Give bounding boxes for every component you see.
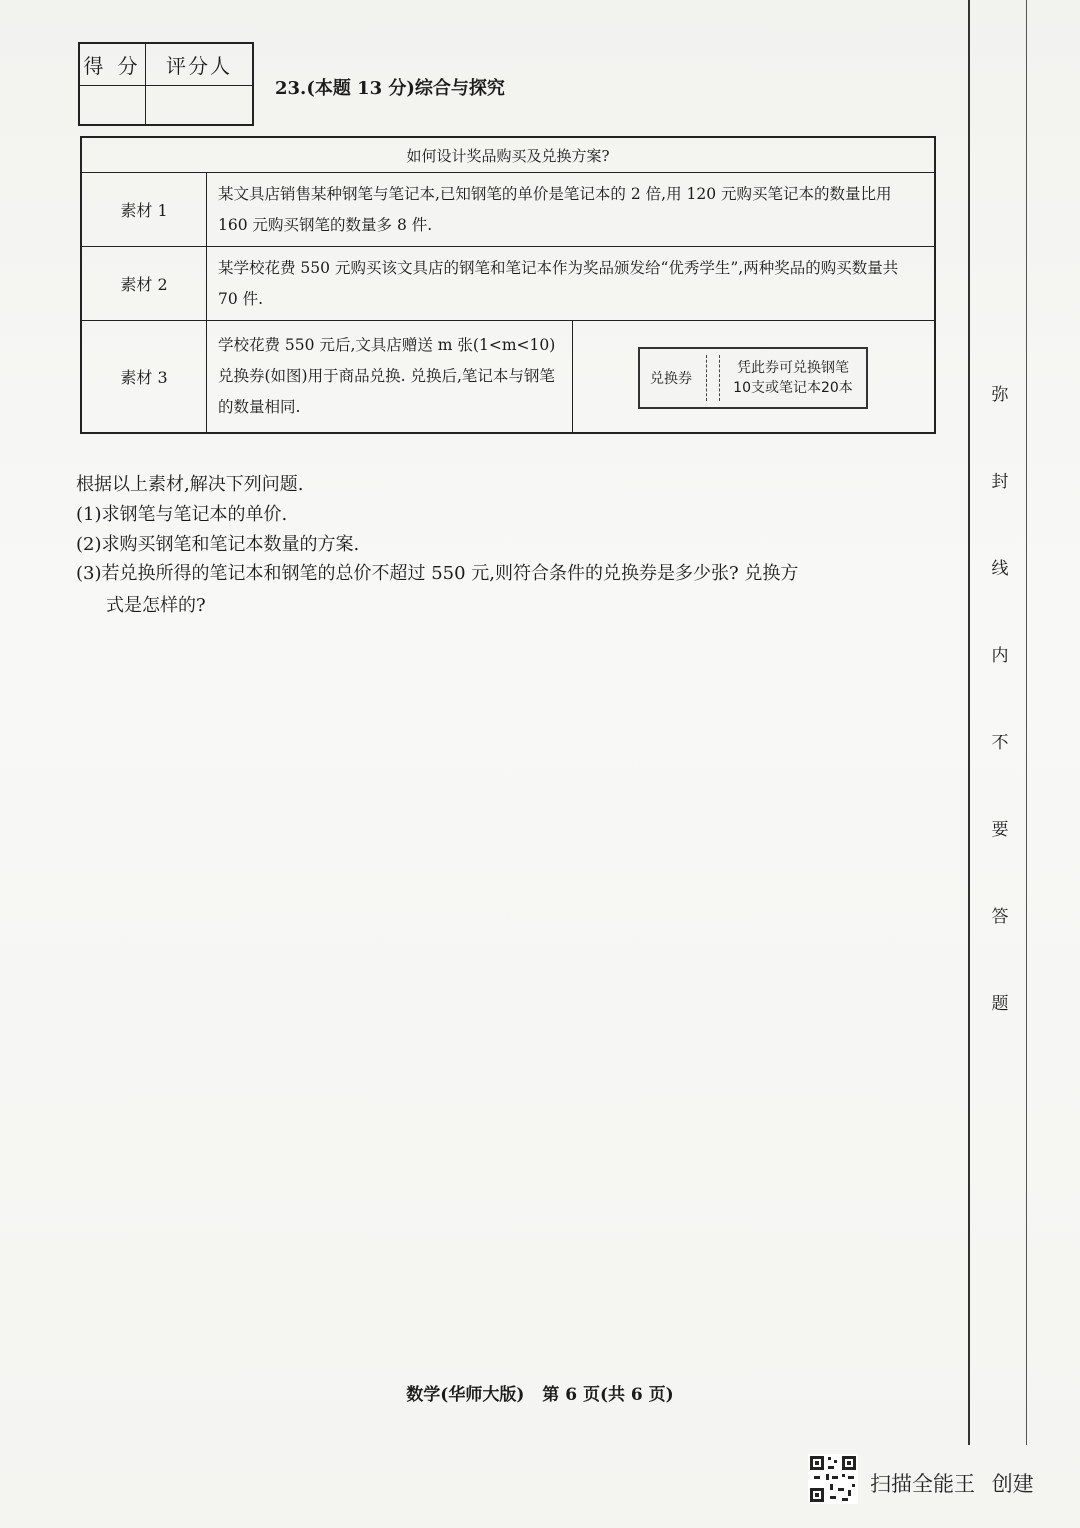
binding-char: 要 [991,820,1009,840]
voucher-text [724,349,862,407]
voucher-perforation [706,355,720,401]
question-part-3 [76,558,946,622]
question-part-2: (2)求购买钢笔和笔记本数量的方案. [76,534,360,555]
material-label: 素材 3 [82,321,207,432]
cell-divider [572,321,573,432]
grader-label: 评分人 [146,44,252,86]
score-box [78,42,254,126]
score-label: 得 分 [80,44,146,86]
binding-line [968,0,970,1445]
material-label: 素材 1 [82,173,207,246]
material-text: 学校花费 550 元后,文具店赠送 m 张(1<m<10)兑换券(如图)用于商品兑换. 兑换后,笔记本与钢笔的数量相同. [218,336,556,416]
qr-code-icon [808,1454,858,1504]
question-title: 23.(本题 13 分)综合与探究 [275,78,505,99]
watermark-app-name: 扫描全能王 [870,1472,975,1496]
binding-edge [1026,0,1027,1445]
score-blank [80,86,146,124]
voucher-figure [638,347,868,409]
material-text: 某文具店销售某种钢笔与笔记本,已知钢笔的单价是笔记本的 2 倍,用 120 元购买笔记本的数量比用 160 元购买钢笔的数量多 8 件. [218,184,892,234]
binding-char: 封 [991,472,1009,492]
binding-char: 不 [991,733,1009,753]
material-row-3 [82,320,934,432]
prompt-intro: 根据以上素材,解决下列问题. [76,474,304,495]
question-part-3-line-2: 式是怎样的? [106,595,206,616]
voucher-line-1: 凭此券可兑换钢笔 [737,360,849,376]
grader-blank [146,86,252,124]
question-part-3-line-1: (3)若兑换所得的笔记本和钢笔的总价不超过 550 元,则符合条件的兑换券是多少张? 兑换方 [76,563,799,584]
scanner-watermark [870,1468,1044,1498]
material-text: 某学校花费 550 元购买该文具店的钢笔和笔记本作为奖品颁发给“优秀学生”,两种奖品的购买数量共 70 件. [218,258,899,308]
watermark-action: 创建 [991,1472,1034,1496]
material-row-2 [82,246,934,320]
material-row-1 [82,172,934,246]
footer-subject: 数学(华师大版) [406,1385,525,1405]
binding-char: 弥 [991,385,1009,405]
materials-table [80,136,936,434]
binding-notice [986,380,1014,1076]
page-footer [0,1380,1080,1405]
materials-header: 如何设计奖品购买及兑换方案? [406,146,610,165]
question-part-1: (1)求钢笔与笔记本的单价. [76,504,288,525]
binding-char: 题 [991,994,1009,1014]
material-label: 素材 2 [82,247,207,320]
voucher-line-2: 10支或笔记本20本 [733,380,853,396]
binding-char: 答 [991,907,1009,927]
binding-char: 内 [991,646,1009,666]
binding-char: 线 [991,559,1009,579]
footer-page-number: 第 6 页(共 6 页) [542,1385,674,1405]
voucher-label: 兑换券 [650,371,692,387]
